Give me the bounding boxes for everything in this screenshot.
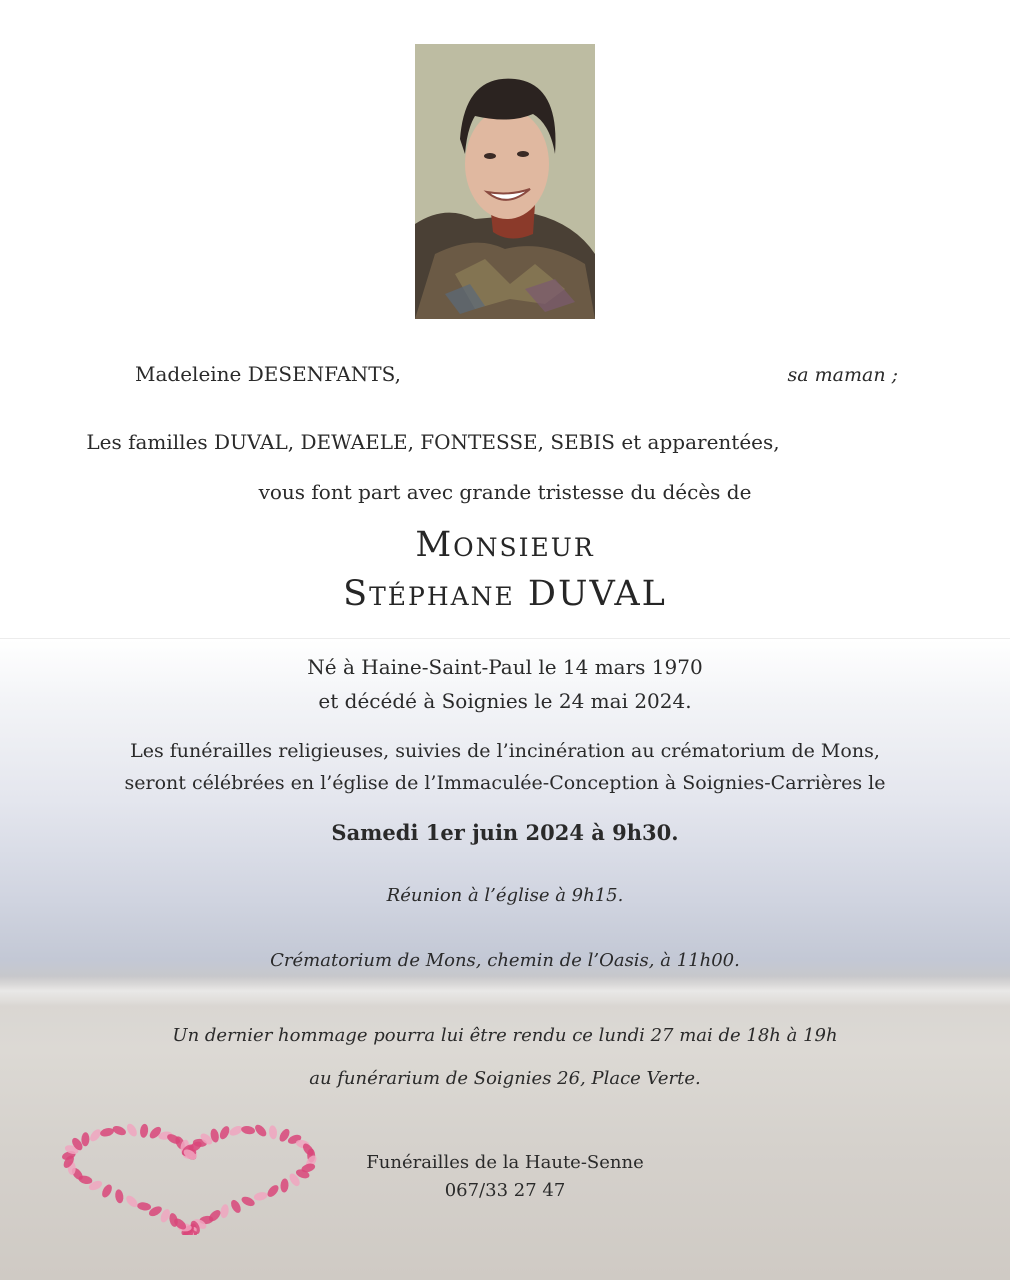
heart-petal bbox=[253, 1123, 268, 1139]
meeting-time: Réunion à l’église à 9h15. bbox=[386, 885, 624, 906]
heart-petal bbox=[139, 1123, 149, 1138]
heart-petal bbox=[111, 1124, 127, 1137]
tribute-line-2: au funérarium de Soignies 26, Place Verte. bbox=[309, 1068, 701, 1089]
ceremony-line-1: Les funérailles religieuses, suivies de l’incinération au crématorium de Mons, bbox=[130, 740, 880, 762]
divider bbox=[0, 638, 1010, 639]
ceremony-date: Samedi 1er juin 2024 à 9h30. bbox=[331, 820, 679, 845]
family-member-relation: sa maman ; bbox=[787, 364, 898, 386]
heart-petal bbox=[228, 1124, 244, 1137]
intro-line: vous font part avec grande tristesse du décès de bbox=[258, 480, 752, 504]
ceremony-line-2: seront célébrées en l’église de l’Immaculée-Conception à Soignies-Carrières le bbox=[124, 772, 886, 794]
death-line: et décédé à Soignies le 24 mai 2024. bbox=[318, 689, 692, 713]
family-member-name: Madeleine DESENFANTS, bbox=[135, 362, 401, 386]
deceased-name: Stéphane DUVAL bbox=[343, 574, 667, 614]
heart-petal bbox=[99, 1127, 115, 1138]
heart-petal bbox=[125, 1122, 139, 1138]
families-line: Les familles DUVAL, DEWAELE, FONTESSE, SEBIS et apparentées, bbox=[86, 430, 780, 454]
heart-petal bbox=[268, 1125, 277, 1140]
heart-petal bbox=[218, 1125, 231, 1141]
funeral-home-phone: 067/33 27 47 bbox=[444, 1180, 566, 1201]
heart-petal bbox=[81, 1132, 89, 1146]
heart-petal bbox=[241, 1125, 256, 1135]
birth-line: Né à Haine-Saint-Paul le 14 mars 1970 bbox=[307, 655, 703, 679]
deceased-honorific: Monsieur bbox=[415, 525, 595, 565]
shoreline bbox=[0, 976, 1010, 1006]
crematorium-info: Crématorium de Mons, chemin de l’Oasis, à 11h00. bbox=[270, 950, 740, 971]
heart-petal bbox=[137, 1201, 152, 1211]
heart-petal bbox=[220, 1204, 230, 1219]
portrait-photo bbox=[415, 44, 595, 319]
funeral-home-name: Funérailles de la Haute-Senne bbox=[366, 1152, 644, 1173]
tribute-line-1: Un dernier hommage pourra lui être rendu ce lundi 27 mai de 18h à 19h bbox=[172, 1025, 838, 1046]
heart-petal bbox=[88, 1127, 103, 1143]
